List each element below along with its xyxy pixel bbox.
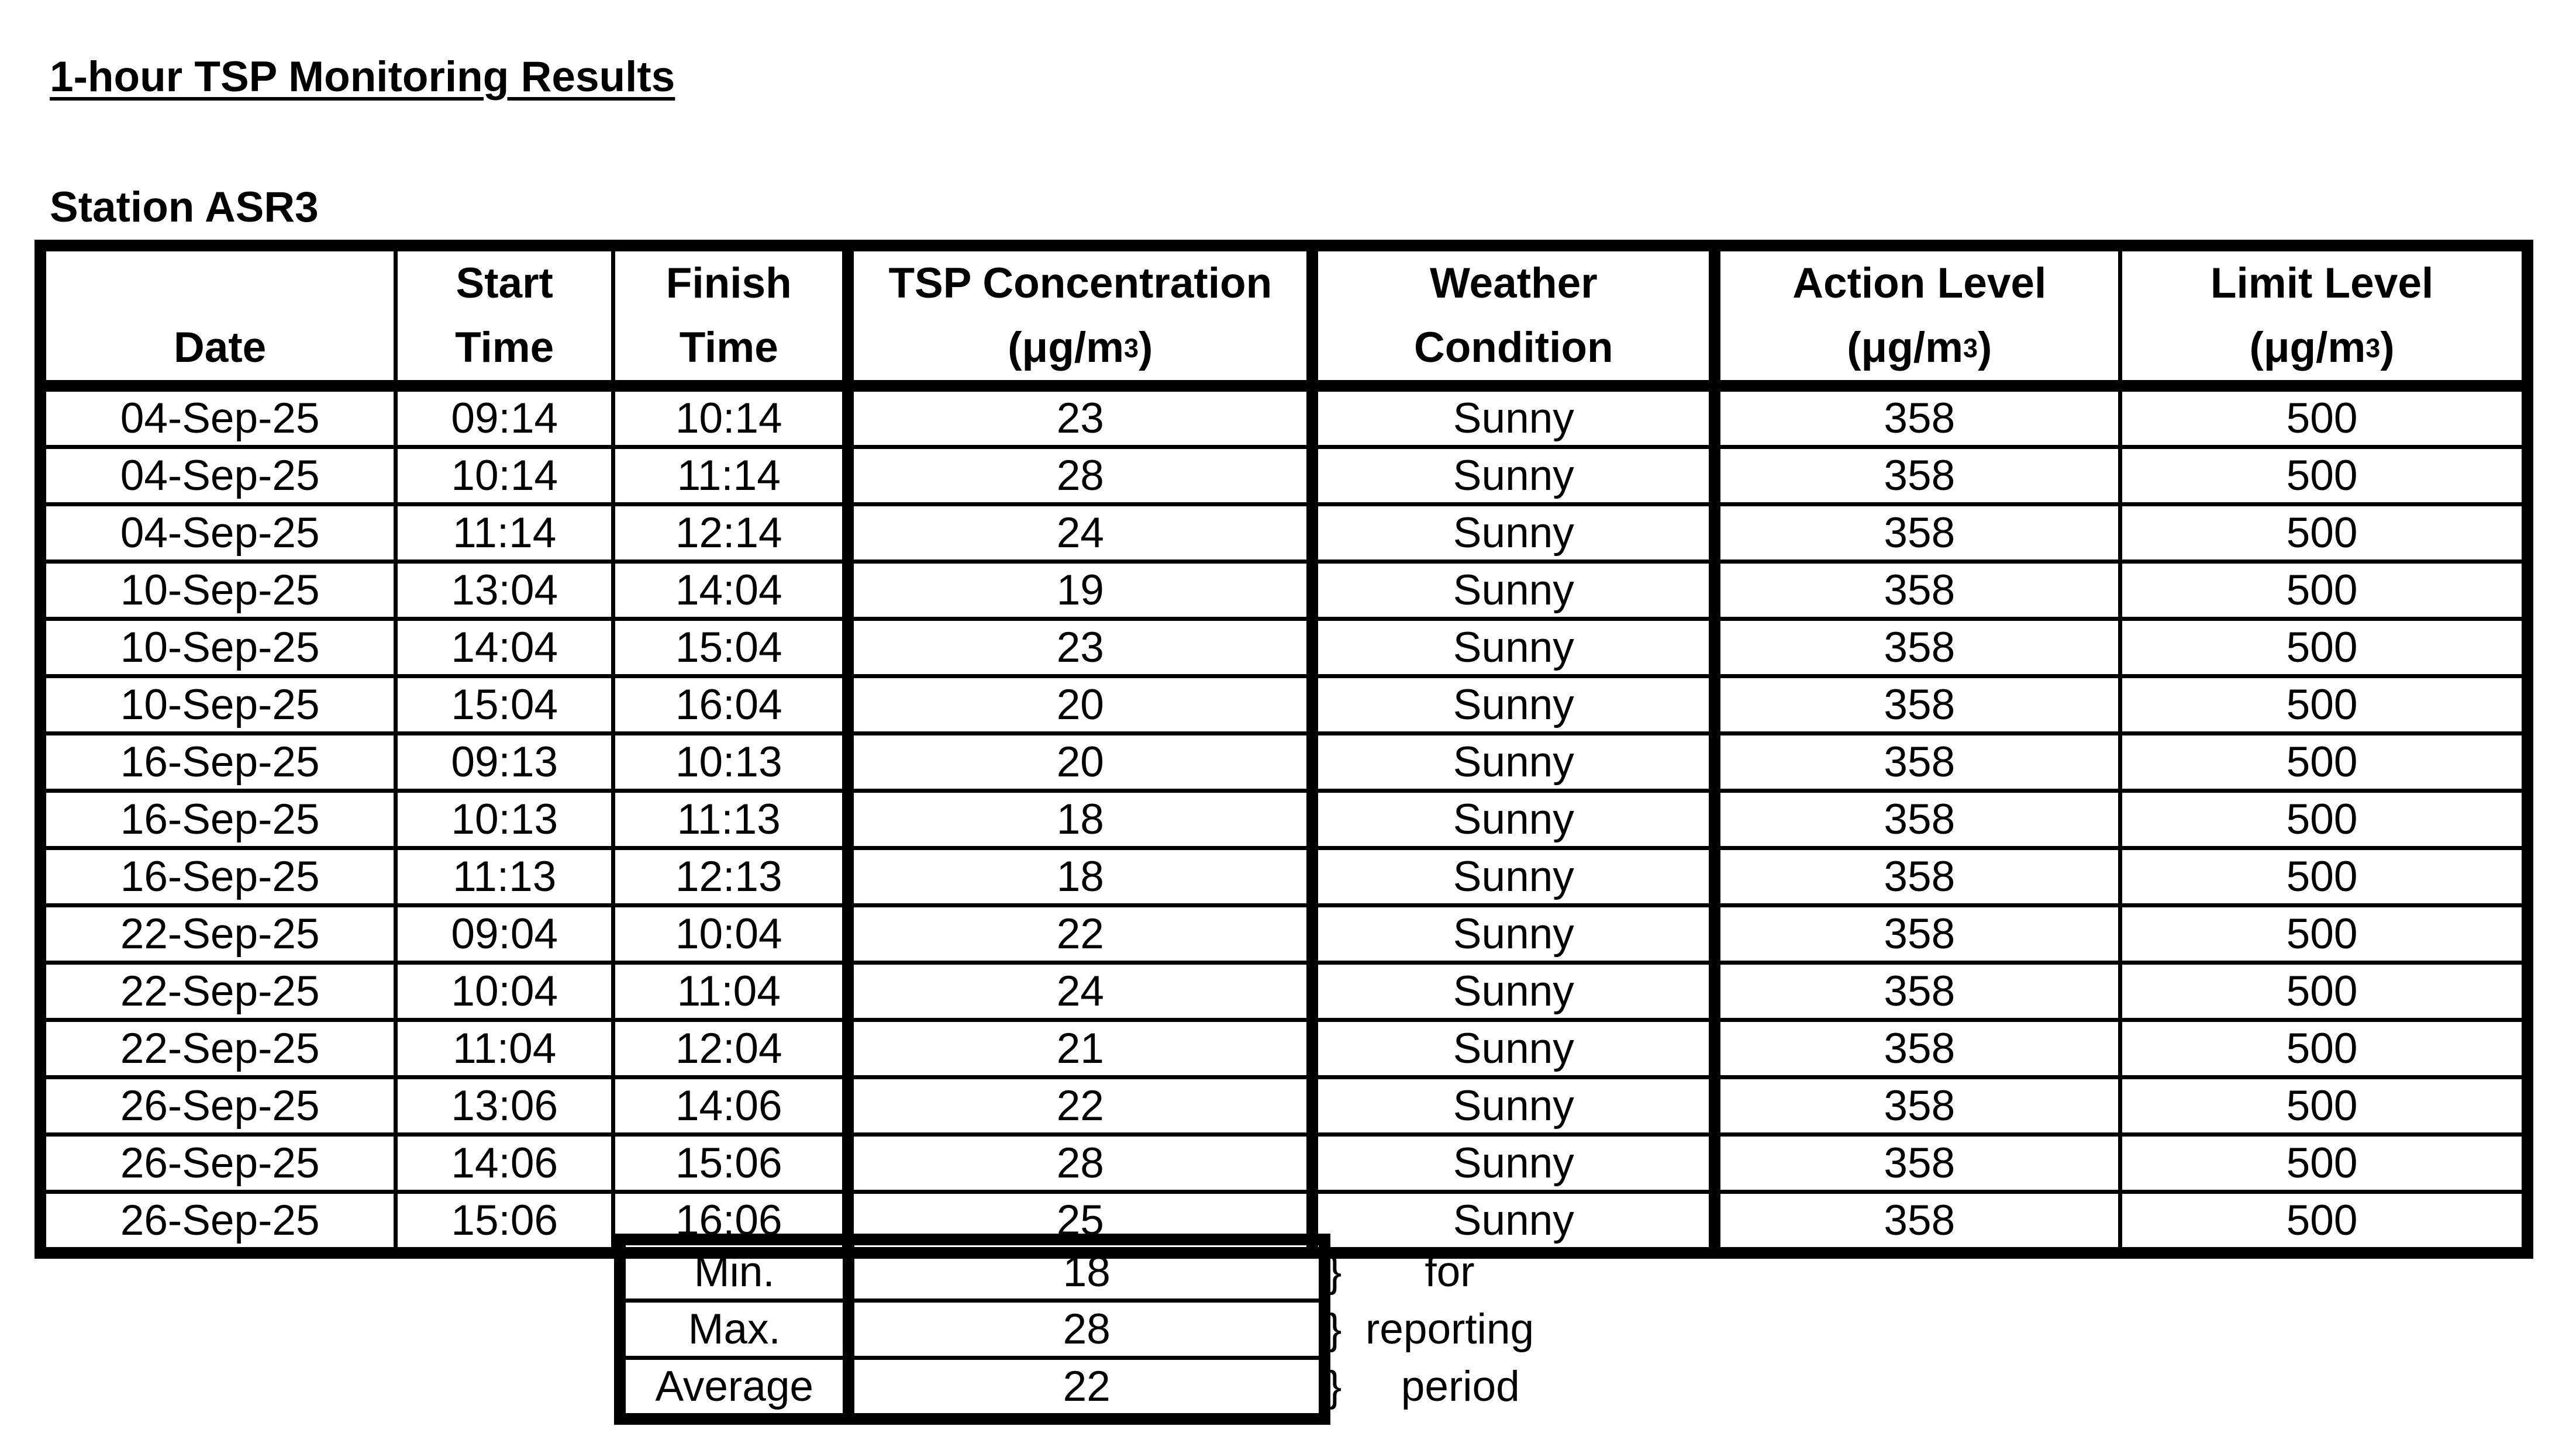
cell-finish-time: 12:04 xyxy=(613,1020,849,1078)
cell-action-level: 358 xyxy=(1715,1135,2120,1192)
cell-start-time: 14:04 xyxy=(396,619,613,676)
header-finish-line1: Finish xyxy=(665,260,792,307)
table-row xyxy=(40,848,2527,906)
cell-start-time: 09:13 xyxy=(396,734,613,791)
header-limit-unit-close: ) xyxy=(2380,324,2395,371)
cell-limit-level: 500 xyxy=(2120,386,2527,447)
cell-action-level: 358 xyxy=(1715,963,2120,1020)
cell-limit-level: 500 xyxy=(2120,676,2527,734)
table-row xyxy=(40,734,2527,791)
cell-finish-time: 11:14 xyxy=(613,447,849,505)
cell-action-level: 358 xyxy=(1715,562,2120,619)
header-limit-level xyxy=(2120,246,2527,386)
summary-row-max xyxy=(620,1301,1325,1358)
cell-start-time: 13:06 xyxy=(396,1078,613,1135)
header-tsp-unit-close: ) xyxy=(1139,324,1153,371)
cell-start-time: 11:14 xyxy=(396,505,613,562)
cell-start-time: 10:14 xyxy=(396,447,613,505)
cell-tsp-concentration: 22 xyxy=(848,1078,1312,1135)
cell-limit-level: 500 xyxy=(2120,562,2527,619)
header-weather-condition xyxy=(1312,246,1715,386)
cell-weather-condition: Sunny xyxy=(1312,848,1715,906)
summary-note-for: } for xyxy=(1327,1248,1475,1296)
cell-tsp-concentration: 23 xyxy=(848,619,1312,676)
cell-finish-time: 10:13 xyxy=(613,734,849,791)
summary-min-label: Min. xyxy=(620,1239,849,1301)
table-row xyxy=(40,906,2527,963)
cell-tsp-concentration: 23 xyxy=(848,386,1312,447)
cell-action-level: 358 xyxy=(1715,734,2120,791)
header-limit-superscript: 3 xyxy=(2365,333,2381,363)
cell-date: 22-Sep-25 xyxy=(40,1020,396,1078)
cell-weather-condition: Sunny xyxy=(1312,906,1715,963)
cell-action-level: 358 xyxy=(1715,791,2120,848)
header-tsp-superscript: 3 xyxy=(1124,333,1139,363)
cell-tsp-concentration: 25 xyxy=(848,1192,1312,1253)
cell-date: 04-Sep-25 xyxy=(40,505,396,562)
cell-limit-level: 500 xyxy=(2120,1135,2527,1192)
header-start-line1: Start xyxy=(456,260,553,307)
header-tsp-concentration xyxy=(848,246,1312,386)
summary-average-label: Average xyxy=(620,1358,849,1420)
cell-date: 26-Sep-25 xyxy=(40,1135,396,1192)
cell-start-time: 09:14 xyxy=(396,386,613,447)
cell-weather-condition: Sunny xyxy=(1312,1020,1715,1078)
cell-weather-condition: Sunny xyxy=(1312,734,1715,791)
cell-limit-level: 500 xyxy=(2286,1197,2358,1244)
cell-finish-time: 10:14 xyxy=(613,386,849,447)
cell-finish-time: 14:04 xyxy=(613,562,849,619)
header-tsp-line2 xyxy=(854,316,1306,380)
header-action-superscript: 3 xyxy=(1963,333,1978,363)
cell-action-level: 358 xyxy=(1715,676,2120,734)
cell-weather-condition: Sunny xyxy=(1312,505,1715,562)
cell-action-level: 358 xyxy=(1715,619,2120,676)
summary-average-value: 22 xyxy=(1063,1363,1111,1410)
cell-weather-condition: Sunny xyxy=(1312,1078,1715,1135)
cell-tsp-concentration: 18 xyxy=(848,848,1312,906)
summary-min-value: 18 xyxy=(849,1239,1325,1301)
table-body xyxy=(40,386,2527,1253)
cell-action-level: 358 xyxy=(1715,1078,2120,1135)
cell-tsp-concentration: 21 xyxy=(848,1020,1312,1078)
cell-finish-time: 11:13 xyxy=(613,791,849,848)
cell-start-time: 15:04 xyxy=(396,676,613,734)
cell-finish-time: 11:04 xyxy=(613,963,849,1020)
table-row xyxy=(40,447,2527,505)
summary-row-average xyxy=(620,1358,1325,1420)
cell-start-time: 11:13 xyxy=(396,848,613,906)
cell-start-time: 10:13 xyxy=(396,791,613,848)
cell-action-level: 358 xyxy=(1715,447,2120,505)
cell-action-level: 358 xyxy=(1715,1020,2120,1078)
table-row xyxy=(40,386,2527,447)
header-finish-time xyxy=(613,246,849,386)
cell-action-level: 358 xyxy=(1715,848,2120,906)
cell-tsp-concentration: 18 xyxy=(848,791,1312,848)
header-start-line2: Time xyxy=(455,324,554,371)
cell-finish-time: 12:13 xyxy=(613,848,849,906)
cell-weather-condition: Sunny xyxy=(1312,1192,1715,1253)
cell-start-time: 11:04 xyxy=(396,1020,613,1078)
table-row xyxy=(40,791,2527,848)
table-row xyxy=(40,505,2527,562)
header-weather-line1: Weather xyxy=(1429,260,1598,307)
station-label: Station ASR3 xyxy=(50,184,319,231)
summary-note-reporting: } reporting xyxy=(1327,1306,1534,1353)
cell-finish-time: 12:14 xyxy=(613,505,849,562)
cell-date: 22-Sep-25 xyxy=(40,963,396,1020)
cell-weather-condition: Sunny xyxy=(1312,963,1715,1020)
header-weather-line2: Condition xyxy=(1414,324,1613,371)
cell-date: 22-Sep-25 xyxy=(40,906,396,963)
cell-limit-level: 500 xyxy=(2120,1020,2527,1078)
header-date-label: Date xyxy=(174,324,267,371)
cell-date: 04-Sep-25 xyxy=(40,447,396,505)
cell-limit-level: 500 xyxy=(2120,505,2527,562)
table-row xyxy=(40,1020,2527,1078)
header-action-line2 xyxy=(1720,316,2118,380)
header-limit-line1: Limit Level xyxy=(2210,260,2434,307)
summary-note-period: } period xyxy=(1327,1363,1520,1410)
summary-table xyxy=(614,1234,1330,1425)
header-start-time xyxy=(396,246,613,386)
cell-weather-condition: Sunny xyxy=(1312,1135,1715,1192)
summary-max-label: Max. xyxy=(620,1301,849,1358)
header-limit-line2 xyxy=(2122,316,2522,380)
cell-date: 16-Sep-25 xyxy=(40,734,396,791)
cell-action-level: 358 xyxy=(1715,906,2120,963)
header-action-line1: Action Level xyxy=(1792,260,2047,307)
cell-tsp-concentration: 28 xyxy=(848,447,1312,505)
cell-date: 10-Sep-25 xyxy=(40,562,396,619)
table-row xyxy=(40,1078,2527,1135)
cell-limit-level: 500 xyxy=(2120,1078,2527,1135)
cell-date: 26-Sep-25 xyxy=(40,1192,396,1253)
cell-weather-condition: Sunny xyxy=(1312,791,1715,848)
header-action-unit-close: ) xyxy=(1978,324,1992,371)
cell-limit-level: 500 xyxy=(2120,848,2527,906)
summary-row-min xyxy=(620,1239,1325,1301)
header-action-level xyxy=(1715,246,2120,386)
cell-action-level: 358 xyxy=(1715,505,2120,562)
cell-start-time: 09:04 xyxy=(396,906,613,963)
header-finish-line2: Time xyxy=(679,324,778,371)
cell-start-time: 15:06 xyxy=(396,1192,613,1253)
cell-weather-condition: Sunny xyxy=(1312,562,1715,619)
cell-finish-time: 15:06 xyxy=(613,1135,849,1192)
cell-finish-time: 10:04 xyxy=(613,906,849,963)
cell-date: 10-Sep-25 xyxy=(40,619,396,676)
table-row xyxy=(40,1135,2527,1192)
cell-finish-time: 16:06 xyxy=(613,1192,849,1253)
cell-limit-level: 500 xyxy=(2120,447,2527,505)
summary-max-value: 28 xyxy=(849,1301,1325,1358)
cell-finish-time: 14:06 xyxy=(613,1078,849,1135)
cell-finish-time: 15:04 xyxy=(613,619,849,676)
cell-tsp-concentration: 20 xyxy=(848,676,1312,734)
cell-tsp-concentration: 19 xyxy=(848,562,1312,619)
cell-tsp-concentration: 24 xyxy=(848,963,1312,1020)
cell-tsp-concentration: 28 xyxy=(848,1135,1312,1192)
table-row xyxy=(40,676,2527,734)
cell-action-level: 358 xyxy=(1715,1192,2120,1253)
cell-weather-condition: Sunny xyxy=(1312,447,1715,505)
cell-finish-time: 16:04 xyxy=(613,676,849,734)
cell-tsp-concentration: 24 xyxy=(848,505,1312,562)
tsp-results-table xyxy=(35,240,2533,1259)
cell-tsp-concentration: 22 xyxy=(848,906,1312,963)
cell-date: 26-Sep-25 xyxy=(40,1078,396,1135)
page-title: 1-hour TSP Monitoring Results xyxy=(50,53,675,101)
cell-weather-condition: Sunny xyxy=(1312,386,1715,447)
header-action-unit: (μg/m xyxy=(1847,324,1963,371)
header-date xyxy=(40,246,396,386)
cell-weather-condition: Sunny xyxy=(1312,619,1715,676)
table-row xyxy=(40,562,2527,619)
cell-limit-level: 500 xyxy=(2120,619,2527,676)
cell-date: 16-Sep-25 xyxy=(40,791,396,848)
cell-start-time: 10:04 xyxy=(396,963,613,1020)
cell-date: 10-Sep-25 xyxy=(40,676,396,734)
cell-limit-level: 500 xyxy=(2120,963,2527,1020)
cell-action-level: 358 xyxy=(1715,386,2120,447)
cell-limit-level: 500 xyxy=(2120,791,2527,848)
table-row xyxy=(40,963,2527,1020)
cell-start-time: 13:04 xyxy=(396,562,613,619)
cell-limit-level: 500 xyxy=(2120,906,2527,963)
header-tsp-unit: (μg/m xyxy=(1008,324,1125,371)
header-row xyxy=(40,246,2527,386)
cell-weather-condition: Sunny xyxy=(1312,676,1715,734)
header-tsp-line1: TSP Concentration xyxy=(888,260,1273,307)
cell-start-time: 14:06 xyxy=(396,1135,613,1192)
cell-tsp-concentration: 20 xyxy=(848,734,1312,791)
cell-limit-level: 500 xyxy=(2120,734,2527,791)
header-limit-unit: (μg/m xyxy=(2249,324,2366,371)
cell-date: 04-Sep-25 xyxy=(40,386,396,447)
cell-date: 16-Sep-25 xyxy=(40,848,396,906)
table-row xyxy=(40,619,2527,676)
